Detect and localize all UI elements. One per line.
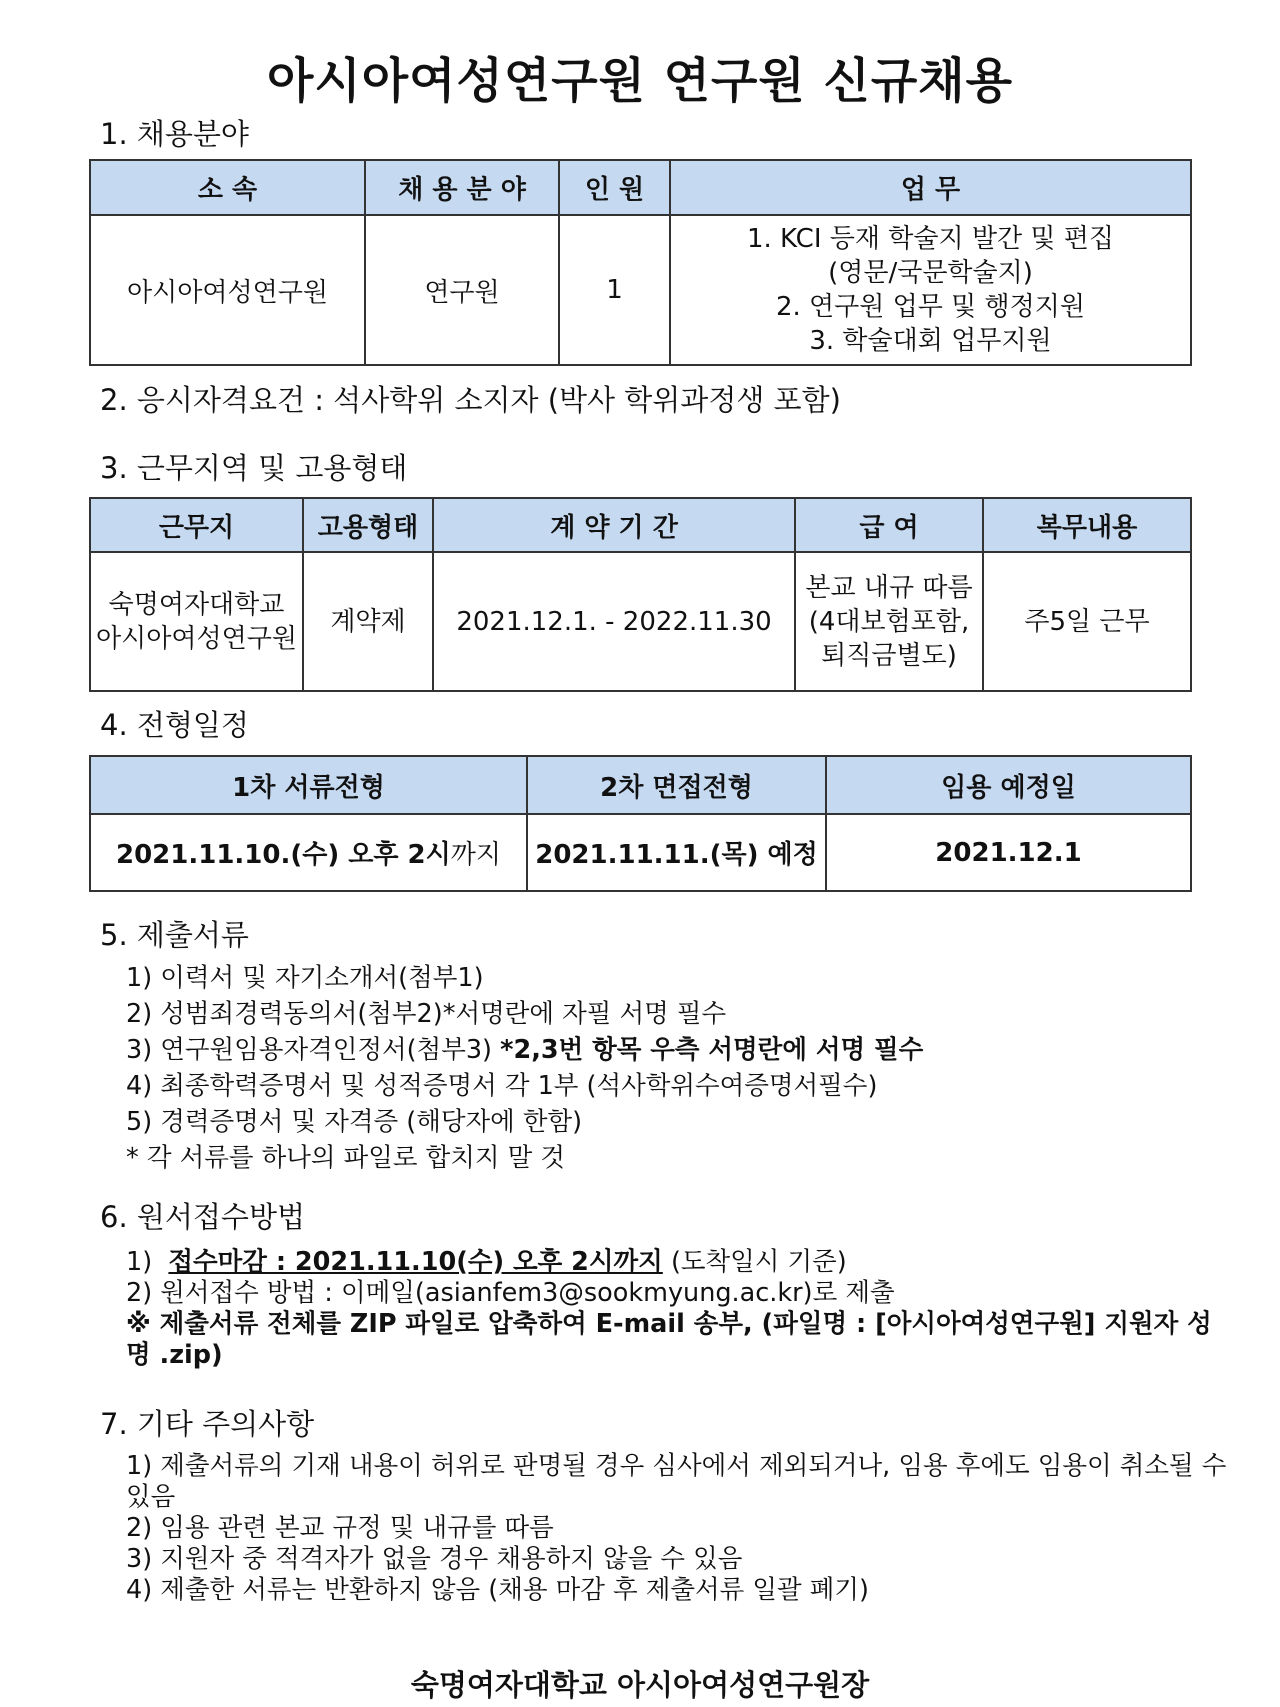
salary-line: (4대보험포함, (808, 606, 970, 637)
cell-salary (795, 552, 983, 691)
list-item: ※ 제출서류 전체를 ZIP 파일로 압축하여 E-mail 송부, (파일명 : [아시아여성연구원] 지원자 성명 .zip) (126, 1309, 1212, 1370)
list-item: * 각 서류를 하나의 파일로 합치지 말 것 (126, 1143, 565, 1173)
header-salary: 급 여 (795, 498, 983, 552)
deadline-text: 접수마감 : 2021.11.10(수) 오후 2시까지 (168, 1247, 663, 1277)
list-item: 2) 임용 관련 본교 규정 및 내규를 따름 (126, 1513, 554, 1543)
header-interview: 2차 면접전형 (527, 756, 826, 814)
notes-list (126, 1451, 1236, 1606)
header-contract-period: 계 약 기 간 (433, 498, 795, 552)
signature-required-note: *2,3번 항목 우측 서명란에 서명 필수 (500, 1035, 924, 1065)
cell-appointment-date: 2021.12.1 (826, 814, 1191, 891)
duty-line: 1. KCI 등재 학술지 발간 및 편집 (746, 224, 1114, 254)
list-item: 1) 제출서류의 기재 내용이 허위로 판명될 경우 심사에서 제외되거나, 임용 후에도 임용이 취소될 수 있음 (126, 1451, 1227, 1512)
schedule-table (89, 755, 1192, 892)
duty-line: 3. 학술대회 업무지원 (809, 326, 1052, 356)
section-heading-work-location: 3. 근무지역 및 고용형태 (100, 451, 408, 485)
signature-footer: 숙명여자대학교 아시아여성연구원장 (410, 1668, 870, 1702)
duty-line: (영문/국문학술지) (828, 258, 1033, 288)
cell-field: 연구원 (365, 215, 559, 365)
document-screening-suffix: 까지 (450, 840, 502, 870)
work-conditions-table (89, 497, 1192, 692)
application-list (126, 1247, 1236, 1371)
cell-document-screening (90, 814, 527, 891)
workplace-line: 아시아여성연구원 (96, 623, 297, 654)
list-item: 4) 제출한 서류는 반환하지 않음 (채용 마감 후 제출서류 일괄 폐기) (126, 1575, 869, 1605)
header-affiliation: 소 속 (90, 160, 365, 215)
workplace-line: 숙명여자대학교 (108, 589, 285, 620)
cell-duties (670, 215, 1191, 365)
deadline-note: (도착일시 기준) (670, 1247, 847, 1277)
page-title: 아시아여성연구원 연구원 신규채용 (267, 53, 1013, 109)
recruitment-table (89, 159, 1192, 366)
list-item: 2) 성범죄경력동의서(첨부2)*서명란에 자필 서명 필수 (126, 999, 727, 1029)
header-document-screening: 1차 서류전형 (90, 756, 527, 814)
cell-interview: 2021.11.11.(목) 예정 (527, 814, 826, 891)
list-item: 2) 원서접수 방법 : 이메일(asianfem3@sookmyung.ac.kr)로 제출 (126, 1278, 895, 1308)
header-duties: 업 무 (670, 160, 1191, 215)
list-item: 5) 경력증명서 및 자격증 (해당자에 한함) (126, 1107, 583, 1137)
item-number: 1) (126, 1247, 153, 1277)
cell-service: 주5일 근무 (983, 552, 1191, 691)
duty-line: 2. 연구원 업무 및 행정지원 (775, 292, 1086, 322)
header-workplace: 근무지 (90, 498, 303, 552)
document-item-text: 3) 연구원임용자격인정서(첨부3) (126, 1035, 492, 1065)
section-heading-documents: 5. 제출서류 (100, 918, 249, 952)
cell-contract-period: 2021.12.1. - 2022.11.30 (433, 552, 795, 691)
salary-line: 본교 내규 따름 (805, 572, 973, 603)
list-item: 4) 최종학력증명서 및 성적증명서 각 1부 (석사학위수여증명서필수) (126, 1071, 878, 1101)
list-item: 3) 지원자 중 적격자가 없을 경우 채용하지 않을 수 있음 (126, 1544, 743, 1574)
document-screening-date: 2021.11.10.(수) 오후 2시 (115, 840, 451, 870)
cell-workplace (90, 552, 303, 691)
header-service: 복무내용 (983, 498, 1191, 552)
header-headcount: 인 원 (559, 160, 670, 215)
salary-line: 퇴직금별도) (821, 640, 957, 671)
section-heading-notes: 7. 기타 주의사항 (100, 1407, 315, 1441)
documents-list (126, 960, 1236, 1176)
cell-employment-type: 계약제 (303, 552, 433, 691)
cell-headcount: 1 (559, 215, 670, 365)
header-field: 채 용 분 야 (365, 160, 559, 215)
section-heading-qualification: 2. 응시자격요건 : 석사학위 소지자 (박사 학위과정생 포함) (100, 383, 841, 417)
list-item (126, 1247, 1236, 1278)
header-appointment-date: 임용 예정일 (826, 756, 1191, 814)
cell-affiliation: 아시아여성연구원 (90, 215, 365, 365)
header-employment-type: 고용형태 (303, 498, 433, 552)
list-item (126, 1032, 1236, 1068)
section-heading-application-method: 6. 원서접수방법 (100, 1200, 305, 1234)
section-heading-schedule: 4. 전형일정 (100, 708, 249, 742)
list-item: 1) 이력서 및 자기소개서(첨부1) (126, 963, 484, 993)
section-heading-recruitment-field: 1. 채용분야 (100, 117, 249, 151)
